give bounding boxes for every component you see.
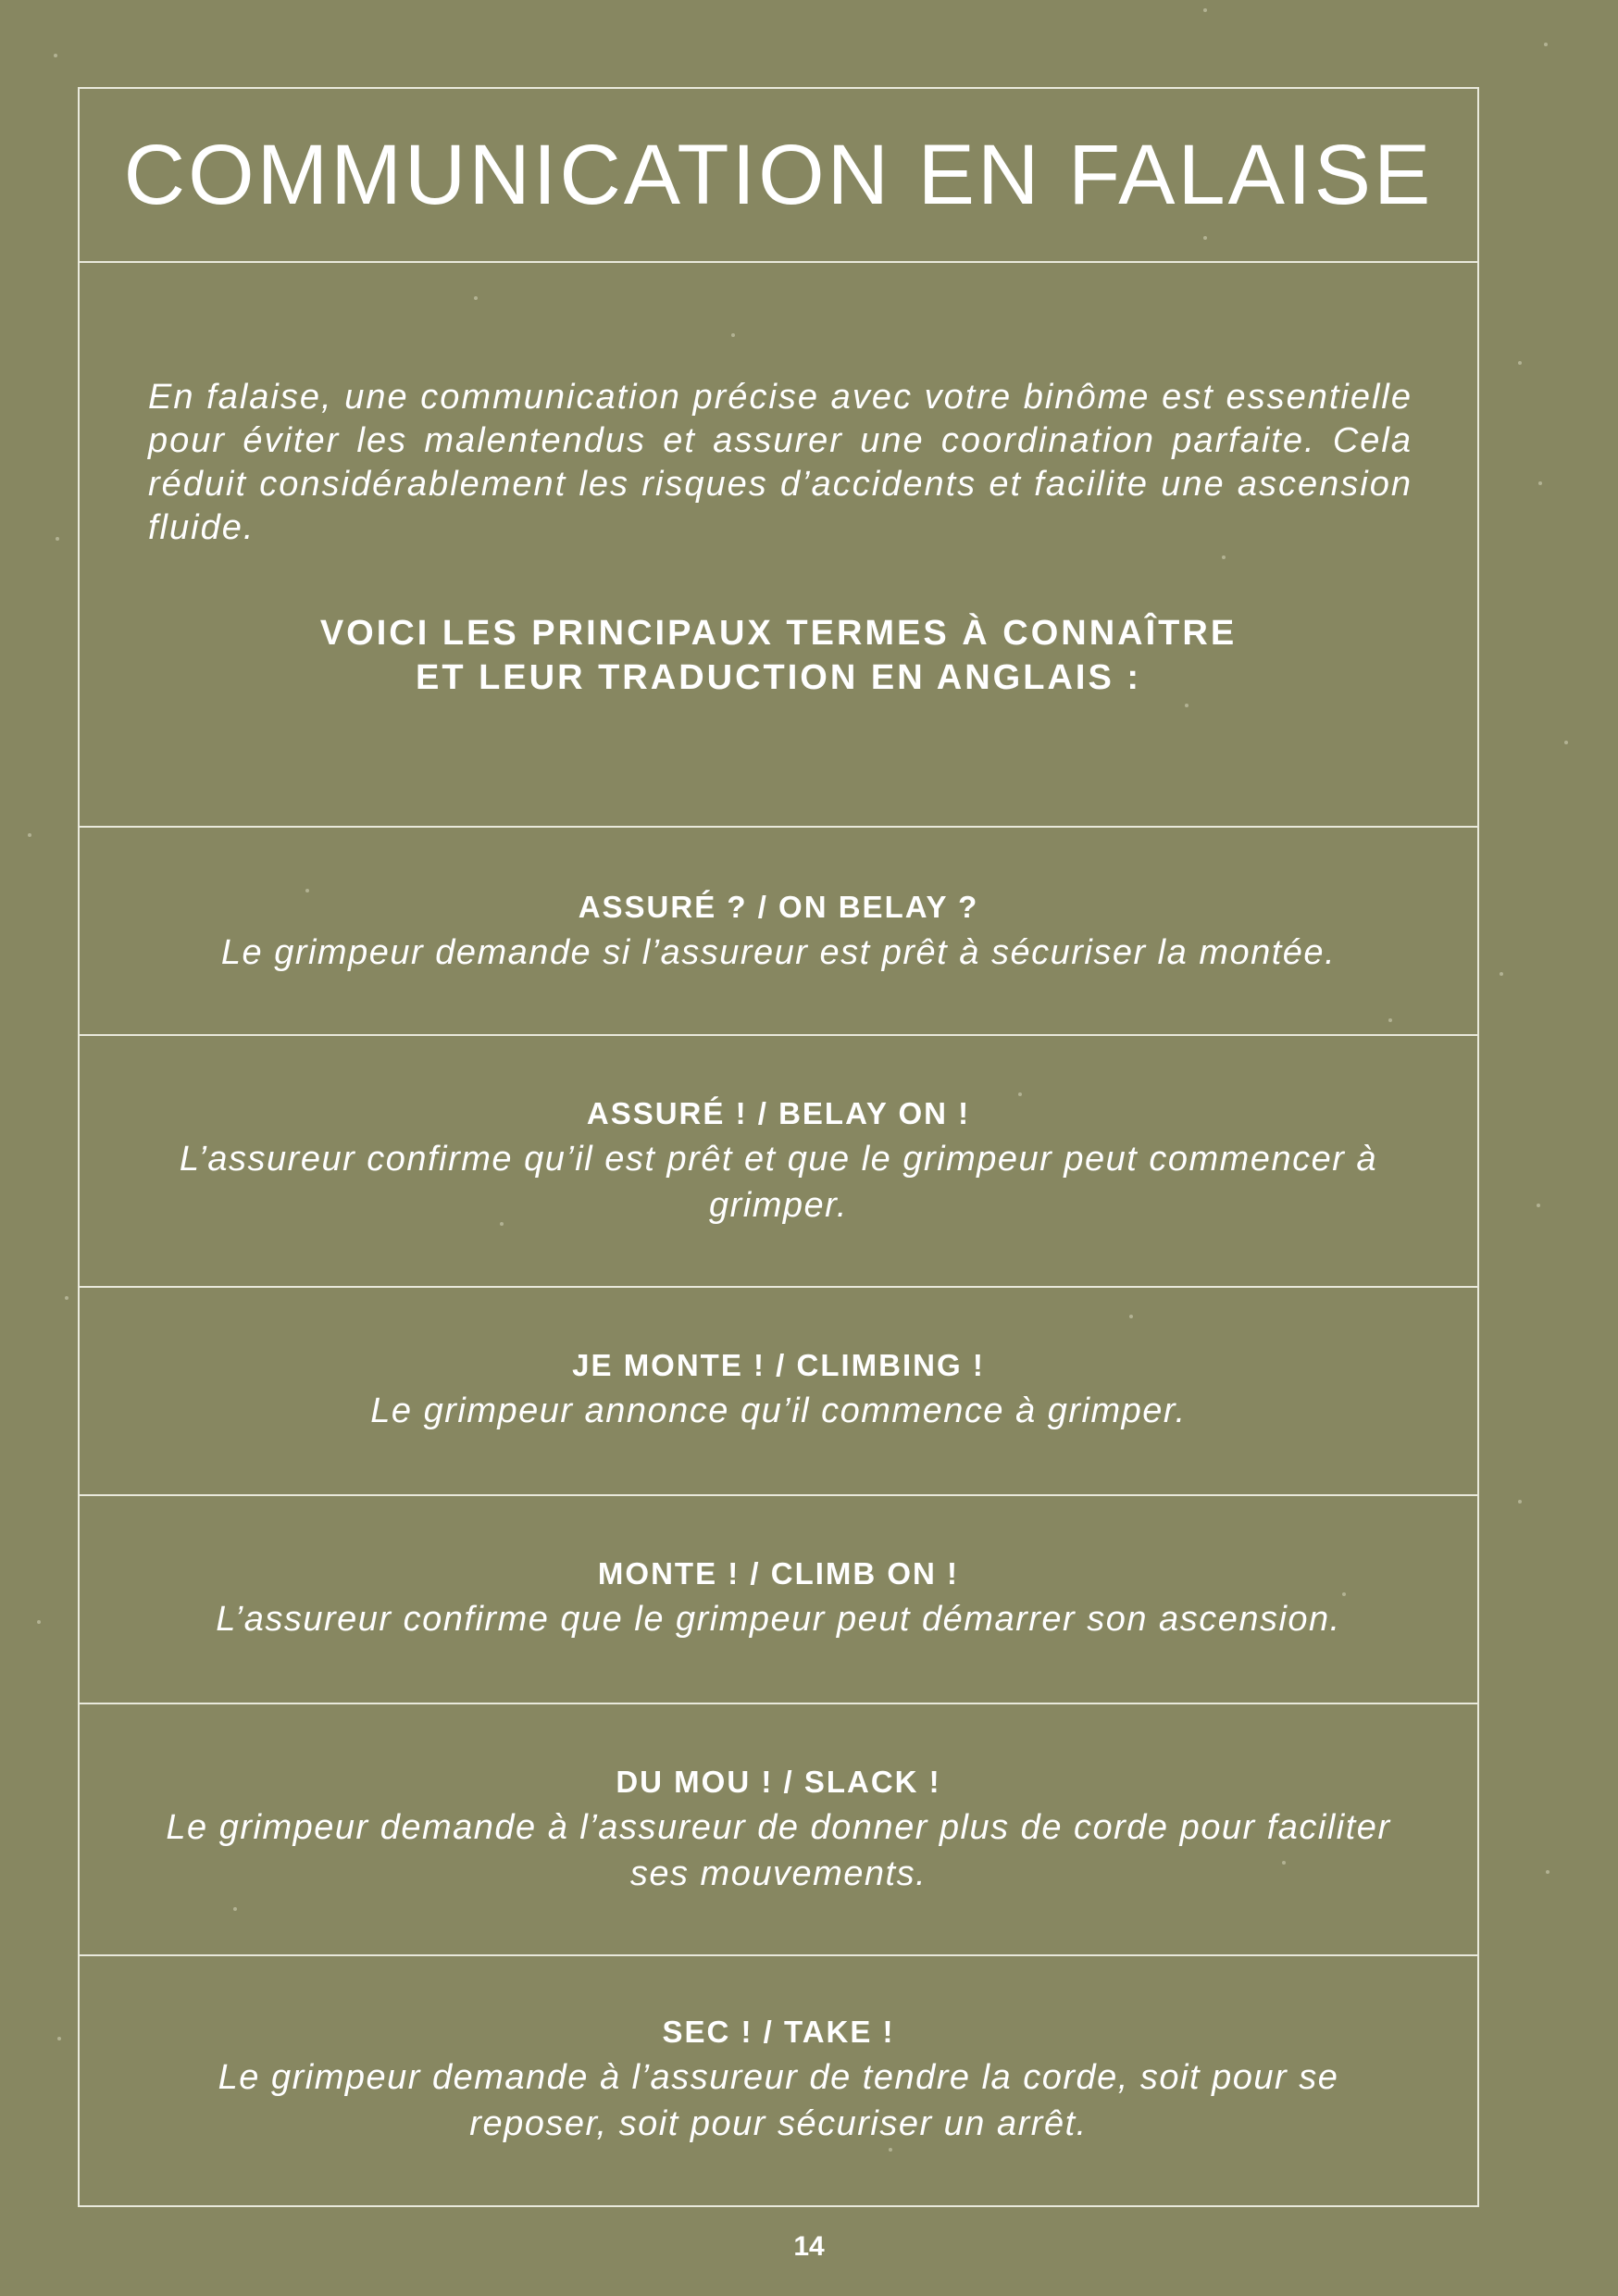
term-title: DU MOU ! / SLACK ! <box>616 1765 941 1799</box>
term-block-take <box>80 1956 1477 2207</box>
intro-heading-line-2: ET LEUR TRADUCTION EN ANGLAIS : <box>415 658 1141 697</box>
term-block-climbing <box>80 1288 1477 1496</box>
intro-paragraph: En falaise, une communication précise avec votre binôme est essentielle pour éviter les malentendus et assurer une coordination parfaite. Cela réduit considérablement les risques d’accidents et facilite une ascension fluide. <box>148 378 1413 547</box>
term-title: JE MONTE ! / CLIMBING ! <box>572 1348 985 1382</box>
intro-heading-line-1: VOICI LES PRINCIPAUX TERMES À CONNAÎTRE <box>319 614 1238 653</box>
page-number: 14 <box>793 2231 825 2262</box>
term-description: Le grimpeur demande si l’assureur est prêt à sécuriser la montée. <box>220 933 1337 972</box>
term-description: Le grimpeur demande à l’assureur de tendre la corde, soit pour se reposer, soit pour sécuriser un arrêt. <box>218 2058 1339 2143</box>
page-title: COMMUNICATION EN FALAISE <box>123 128 1434 222</box>
term-title: ASSURÉ ! / BELAY ON ! <box>586 1096 971 1130</box>
term-block-slack <box>80 1704 1477 1956</box>
term-description: L’assureur confirme que le grimpeur peut démarrer son ascension. <box>216 1600 1341 1639</box>
term-block-on-belay-question <box>80 828 1477 1036</box>
term-description: Le grimpeur annonce qu’il commence à grimper. <box>370 1391 1187 1430</box>
term-description: Le grimpeur demande à l’assureur de donner plus de corde pour faciliter ses mouvements. <box>166 1808 1391 1893</box>
intro-section <box>80 263 1477 828</box>
intro-heading <box>80 611 1477 700</box>
term-description: L’assureur confirme qu’il est prêt et que le grimpeur peut commencer à grimper. <box>179 1140 1378 1225</box>
term-title: ASSURÉ ? / ON BELAY ? <box>578 890 979 924</box>
term-title: SEC ! / TAKE ! <box>662 2015 895 2049</box>
content-frame <box>78 87 1479 2207</box>
term-block-climb-on <box>80 1496 1477 1704</box>
term-title: MONTE ! / CLIMB ON ! <box>597 1556 960 1591</box>
term-block-belay-on <box>80 1036 1477 1288</box>
title-box <box>80 89 1477 263</box>
